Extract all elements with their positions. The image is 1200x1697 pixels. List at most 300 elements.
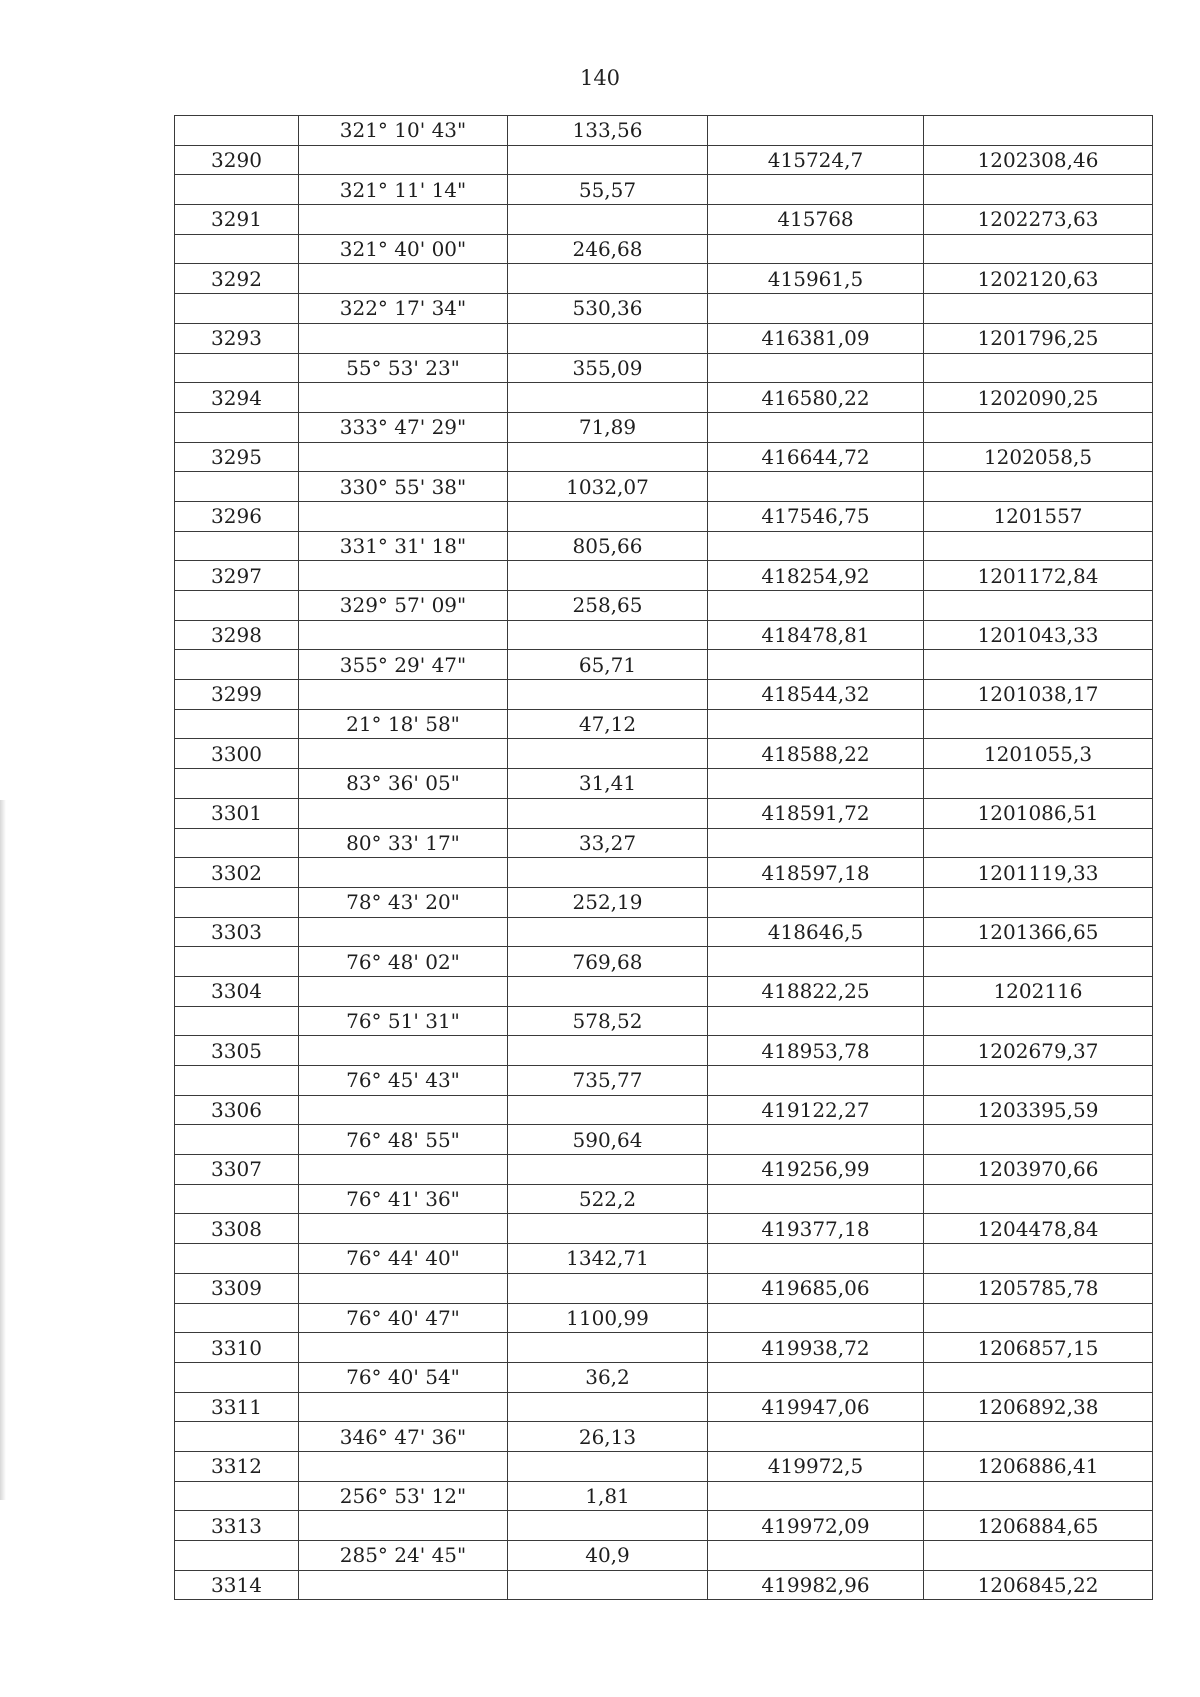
- empty-cell: [708, 531, 924, 561]
- segment-row: [175, 1006, 1153, 1036]
- point-id-cell: 3295: [175, 442, 299, 472]
- point-id-cell: 3304: [175, 976, 299, 1006]
- point-id-cell: 3310: [175, 1333, 299, 1363]
- point-id-cell: 3306: [175, 1095, 299, 1125]
- empty-cell: [175, 1422, 299, 1452]
- empty-cell: [708, 1481, 924, 1511]
- empty-cell: [708, 294, 924, 324]
- point-row: [175, 798, 1153, 828]
- point-row: [175, 1511, 1153, 1541]
- distance-cell: 36,2: [508, 1362, 708, 1392]
- empty-cell: [508, 1451, 708, 1481]
- y-coordinate-cell: 1206886,41: [924, 1451, 1153, 1481]
- y-coordinate-cell: 1206884,65: [924, 1511, 1153, 1541]
- x-coordinate-cell: 418591,72: [708, 798, 924, 828]
- empty-cell: [299, 1036, 508, 1066]
- empty-cell: [924, 828, 1153, 858]
- empty-cell: [924, 531, 1153, 561]
- distance-cell: 258,65: [508, 591, 708, 621]
- y-coordinate-cell: 1203970,66: [924, 1155, 1153, 1185]
- empty-cell: [175, 175, 299, 205]
- distance-cell: 1342,71: [508, 1244, 708, 1274]
- distance-cell: 1032,07: [508, 472, 708, 502]
- distance-cell: 355,09: [508, 353, 708, 383]
- empty-cell: [708, 1422, 924, 1452]
- distance-cell: 31,41: [508, 769, 708, 799]
- x-coordinate-cell: 419377,18: [708, 1214, 924, 1244]
- empty-cell: [508, 858, 708, 888]
- empty-cell: [924, 1422, 1153, 1452]
- empty-cell: [175, 828, 299, 858]
- y-coordinate-cell: 1203395,59: [924, 1095, 1153, 1125]
- empty-cell: [508, 561, 708, 591]
- bearing-cell: 76° 41' 36": [299, 1184, 508, 1214]
- bearing-cell: 321° 40' 00": [299, 234, 508, 264]
- point-row: [175, 976, 1153, 1006]
- empty-cell: [175, 1125, 299, 1155]
- empty-cell: [299, 1392, 508, 1422]
- empty-cell: [175, 1184, 299, 1214]
- empty-cell: [508, 1214, 708, 1244]
- empty-cell: [708, 116, 924, 146]
- bearing-cell: 331° 31' 18": [299, 531, 508, 561]
- distance-cell: 40,9: [508, 1541, 708, 1571]
- segment-row: [175, 1541, 1153, 1571]
- x-coordinate-cell: 419122,27: [708, 1095, 924, 1125]
- point-row: [175, 1392, 1153, 1422]
- empty-cell: [924, 769, 1153, 799]
- x-coordinate-cell: 418597,18: [708, 858, 924, 888]
- distance-cell: 33,27: [508, 828, 708, 858]
- x-coordinate-cell: 418588,22: [708, 739, 924, 769]
- y-coordinate-cell: 1201119,33: [924, 858, 1153, 888]
- x-coordinate-cell: 418478,81: [708, 620, 924, 650]
- y-coordinate-cell: 1201557: [924, 501, 1153, 531]
- empty-cell: [299, 561, 508, 591]
- empty-cell: [708, 1362, 924, 1392]
- empty-cell: [299, 145, 508, 175]
- x-coordinate-cell: 419947,06: [708, 1392, 924, 1422]
- empty-cell: [508, 323, 708, 353]
- empty-cell: [924, 1541, 1153, 1571]
- y-coordinate-cell: 1202116: [924, 976, 1153, 1006]
- empty-cell: [924, 709, 1153, 739]
- y-coordinate-cell: 1206857,15: [924, 1333, 1153, 1363]
- distance-cell: 252,19: [508, 887, 708, 917]
- empty-cell: [299, 1155, 508, 1185]
- bearing-cell: 321° 11' 14": [299, 175, 508, 205]
- empty-cell: [299, 680, 508, 710]
- empty-cell: [508, 620, 708, 650]
- empty-cell: [299, 1451, 508, 1481]
- empty-cell: [508, 739, 708, 769]
- empty-cell: [508, 442, 708, 472]
- empty-cell: [175, 1362, 299, 1392]
- empty-cell: [708, 472, 924, 502]
- segment-row: [175, 116, 1153, 146]
- empty-cell: [175, 1006, 299, 1036]
- empty-cell: [708, 591, 924, 621]
- empty-cell: [299, 1333, 508, 1363]
- empty-cell: [175, 234, 299, 264]
- bearing-cell: 329° 57' 09": [299, 591, 508, 621]
- point-id-cell: 3299: [175, 680, 299, 710]
- empty-cell: [299, 264, 508, 294]
- bearing-cell: 83° 36' 05": [299, 769, 508, 799]
- empty-cell: [175, 353, 299, 383]
- bearing-cell: 321° 10' 43": [299, 116, 508, 146]
- empty-cell: [708, 947, 924, 977]
- point-id-cell: 3313: [175, 1511, 299, 1541]
- y-coordinate-cell: 1201055,3: [924, 739, 1153, 769]
- segment-row: [175, 1066, 1153, 1096]
- empty-cell: [708, 887, 924, 917]
- empty-cell: [708, 1184, 924, 1214]
- point-row: [175, 1036, 1153, 1066]
- y-coordinate-cell: 1206845,22: [924, 1570, 1153, 1600]
- point-row: [175, 323, 1153, 353]
- point-row: [175, 145, 1153, 175]
- point-row: [175, 680, 1153, 710]
- empty-cell: [708, 650, 924, 680]
- empty-cell: [508, 1333, 708, 1363]
- segment-row: [175, 947, 1153, 977]
- empty-cell: [708, 1125, 924, 1155]
- point-row: [175, 442, 1153, 472]
- point-row: [175, 858, 1153, 888]
- bearing-cell: 76° 48' 02": [299, 947, 508, 977]
- x-coordinate-cell: 418953,78: [708, 1036, 924, 1066]
- empty-cell: [508, 1036, 708, 1066]
- empty-cell: [175, 1541, 299, 1571]
- empty-cell: [708, 709, 924, 739]
- empty-cell: [175, 412, 299, 442]
- point-id-cell: 3305: [175, 1036, 299, 1066]
- segment-row: [175, 1184, 1153, 1214]
- empty-cell: [924, 412, 1153, 442]
- point-id-cell: 3298: [175, 620, 299, 650]
- y-coordinate-cell: 1201366,65: [924, 917, 1153, 947]
- distance-cell: 530,36: [508, 294, 708, 324]
- segment-row: [175, 1244, 1153, 1274]
- empty-cell: [299, 1570, 508, 1600]
- segment-row: [175, 353, 1153, 383]
- empty-cell: [508, 501, 708, 531]
- y-coordinate-cell: 1201043,33: [924, 620, 1153, 650]
- empty-cell: [508, 798, 708, 828]
- empty-cell: [924, 294, 1153, 324]
- y-coordinate-cell: 1201038,17: [924, 680, 1153, 710]
- empty-cell: [299, 739, 508, 769]
- empty-cell: [924, 1066, 1153, 1096]
- distance-cell: 26,13: [508, 1422, 708, 1452]
- empty-cell: [708, 769, 924, 799]
- point-id-cell: 3303: [175, 917, 299, 947]
- y-coordinate-cell: 1202058,5: [924, 442, 1153, 472]
- distance-cell: 1100,99: [508, 1303, 708, 1333]
- point-id-cell: 3312: [175, 1451, 299, 1481]
- empty-cell: [708, 1303, 924, 1333]
- point-id-cell: 3314: [175, 1570, 299, 1600]
- distance-cell: 522,2: [508, 1184, 708, 1214]
- bearing-cell: 76° 48' 55": [299, 1125, 508, 1155]
- x-coordinate-cell: 416580,22: [708, 383, 924, 413]
- distance-cell: 47,12: [508, 709, 708, 739]
- y-coordinate-cell: 1201172,84: [924, 561, 1153, 591]
- point-row: [175, 383, 1153, 413]
- empty-cell: [175, 1066, 299, 1096]
- empty-cell: [175, 769, 299, 799]
- empty-cell: [924, 234, 1153, 264]
- segment-row: [175, 650, 1153, 680]
- x-coordinate-cell: 419972,5: [708, 1451, 924, 1481]
- empty-cell: [175, 591, 299, 621]
- empty-cell: [924, 1244, 1153, 1274]
- empty-cell: [508, 680, 708, 710]
- point-id-cell: 3300: [175, 739, 299, 769]
- empty-cell: [175, 650, 299, 680]
- segment-row: [175, 472, 1153, 502]
- empty-cell: [299, 501, 508, 531]
- x-coordinate-cell: 419982,96: [708, 1570, 924, 1600]
- x-coordinate-cell: 415768: [708, 205, 924, 235]
- x-coordinate-cell: 416381,09: [708, 323, 924, 353]
- x-coordinate-cell: 419256,99: [708, 1155, 924, 1185]
- empty-cell: [175, 472, 299, 502]
- empty-cell: [924, 1184, 1153, 1214]
- x-coordinate-cell: 418822,25: [708, 976, 924, 1006]
- empty-cell: [508, 205, 708, 235]
- point-row: [175, 1214, 1153, 1244]
- x-coordinate-cell: 419938,72: [708, 1333, 924, 1363]
- empty-cell: [924, 887, 1153, 917]
- x-coordinate-cell: 415961,5: [708, 264, 924, 294]
- empty-cell: [175, 1481, 299, 1511]
- scan-edge-shadow: [0, 800, 6, 1500]
- distance-cell: 1,81: [508, 1481, 708, 1511]
- empty-cell: [924, 1006, 1153, 1036]
- empty-cell: [924, 1303, 1153, 1333]
- empty-cell: [175, 709, 299, 739]
- bearing-cell: 80° 33' 17": [299, 828, 508, 858]
- empty-cell: [299, 858, 508, 888]
- empty-cell: [508, 1273, 708, 1303]
- empty-cell: [299, 1095, 508, 1125]
- empty-cell: [508, 917, 708, 947]
- x-coordinate-cell: 419972,09: [708, 1511, 924, 1541]
- distance-cell: 769,68: [508, 947, 708, 977]
- page-number: 140: [579, 66, 621, 90]
- point-id-cell: 3311: [175, 1392, 299, 1422]
- segment-row: [175, 1125, 1153, 1155]
- empty-cell: [924, 353, 1153, 383]
- point-id-cell: 3301: [175, 798, 299, 828]
- empty-cell: [924, 116, 1153, 146]
- empty-cell: [924, 1125, 1153, 1155]
- point-row: [175, 561, 1153, 591]
- bearing-cell: 330° 55' 38": [299, 472, 508, 502]
- empty-cell: [508, 145, 708, 175]
- point-row: [175, 1333, 1153, 1363]
- bearing-cell: 21° 18' 58": [299, 709, 508, 739]
- y-coordinate-cell: 1202273,63: [924, 205, 1153, 235]
- point-id-cell: 3297: [175, 561, 299, 591]
- segment-row: [175, 709, 1153, 739]
- point-id-cell: 3293: [175, 323, 299, 353]
- bearing-cell: 76° 40' 47": [299, 1303, 508, 1333]
- empty-cell: [175, 1244, 299, 1274]
- point-row: [175, 1095, 1153, 1125]
- point-row: [175, 1155, 1153, 1185]
- distance-cell: 133,56: [508, 116, 708, 146]
- bearing-cell: 285° 24' 45": [299, 1541, 508, 1571]
- y-coordinate-cell: 1205785,78: [924, 1273, 1153, 1303]
- bearing-cell: 55° 53' 23": [299, 353, 508, 383]
- y-coordinate-cell: 1202679,37: [924, 1036, 1153, 1066]
- empty-cell: [299, 205, 508, 235]
- empty-cell: [924, 1481, 1153, 1511]
- empty-cell: [508, 1155, 708, 1185]
- empty-cell: [924, 947, 1153, 977]
- x-coordinate-cell: 415724,7: [708, 145, 924, 175]
- x-coordinate-cell: 417546,75: [708, 501, 924, 531]
- segment-row: [175, 294, 1153, 324]
- empty-cell: [175, 887, 299, 917]
- x-coordinate-cell: 416644,72: [708, 442, 924, 472]
- empty-cell: [299, 383, 508, 413]
- y-coordinate-cell: 1204478,84: [924, 1214, 1153, 1244]
- empty-cell: [299, 620, 508, 650]
- empty-cell: [299, 976, 508, 1006]
- segment-row: [175, 531, 1153, 561]
- point-id-cell: 3291: [175, 205, 299, 235]
- empty-cell: [924, 1362, 1153, 1392]
- segment-row: [175, 828, 1153, 858]
- distance-cell: 246,68: [508, 234, 708, 264]
- point-row: [175, 264, 1153, 294]
- segment-row: [175, 1481, 1153, 1511]
- distance-cell: 590,64: [508, 1125, 708, 1155]
- segment-row: [175, 769, 1153, 799]
- empty-cell: [708, 1244, 924, 1274]
- bearing-cell: 76° 51' 31": [299, 1006, 508, 1036]
- point-row: [175, 1273, 1153, 1303]
- segment-row: [175, 1422, 1153, 1452]
- empty-cell: [924, 175, 1153, 205]
- segment-row: [175, 591, 1153, 621]
- empty-cell: [299, 1273, 508, 1303]
- point-id-cell: 3307: [175, 1155, 299, 1185]
- empty-cell: [508, 264, 708, 294]
- point-row: [175, 917, 1153, 947]
- empty-cell: [708, 1006, 924, 1036]
- point-id-cell: 3309: [175, 1273, 299, 1303]
- empty-cell: [508, 1570, 708, 1600]
- empty-cell: [299, 1214, 508, 1244]
- bearing-cell: 76° 45' 43": [299, 1066, 508, 1096]
- segment-row: [175, 234, 1153, 264]
- empty-cell: [708, 1541, 924, 1571]
- y-coordinate-cell: 1201796,25: [924, 323, 1153, 353]
- y-coordinate-cell: 1206892,38: [924, 1392, 1153, 1422]
- empty-cell: [299, 323, 508, 353]
- empty-cell: [708, 828, 924, 858]
- empty-cell: [175, 531, 299, 561]
- bearing-cell: 333° 47' 29": [299, 412, 508, 442]
- empty-cell: [175, 116, 299, 146]
- segment-row: [175, 1362, 1153, 1392]
- distance-cell: 578,52: [508, 1006, 708, 1036]
- y-coordinate-cell: 1202120,63: [924, 264, 1153, 294]
- point-row: [175, 205, 1153, 235]
- point-id-cell: 3290: [175, 145, 299, 175]
- segment-row: [175, 1303, 1153, 1333]
- empty-cell: [508, 1511, 708, 1541]
- empty-cell: [299, 917, 508, 947]
- distance-cell: 71,89: [508, 412, 708, 442]
- empty-cell: [924, 650, 1153, 680]
- x-coordinate-cell: 419685,06: [708, 1273, 924, 1303]
- point-row: [175, 501, 1153, 531]
- x-coordinate-cell: 418544,32: [708, 680, 924, 710]
- segment-row: [175, 412, 1153, 442]
- distance-cell: 735,77: [508, 1066, 708, 1096]
- point-row: [175, 739, 1153, 769]
- bearing-cell: 78° 43' 20": [299, 887, 508, 917]
- empty-cell: [708, 412, 924, 442]
- empty-cell: [924, 591, 1153, 621]
- segment-row: [175, 887, 1153, 917]
- empty-cell: [924, 472, 1153, 502]
- bearing-cell: 76° 44' 40": [299, 1244, 508, 1274]
- bearing-cell: 346° 47' 36": [299, 1422, 508, 1452]
- distance-cell: 55,57: [508, 175, 708, 205]
- coordinates-table-body: [175, 116, 1153, 1600]
- y-coordinate-cell: 1202090,25: [924, 383, 1153, 413]
- coordinates-table: [174, 115, 1153, 1600]
- empty-cell: [175, 294, 299, 324]
- empty-cell: [708, 234, 924, 264]
- point-id-cell: 3308: [175, 1214, 299, 1244]
- point-row: [175, 1570, 1153, 1600]
- empty-cell: [708, 175, 924, 205]
- empty-cell: [508, 1392, 708, 1422]
- point-id-cell: 3292: [175, 264, 299, 294]
- point-row: [175, 620, 1153, 650]
- empty-cell: [508, 976, 708, 1006]
- empty-cell: [299, 798, 508, 828]
- empty-cell: [508, 1095, 708, 1125]
- bearing-cell: 256° 53' 12": [299, 1481, 508, 1511]
- bearing-cell: 355° 29' 47": [299, 650, 508, 680]
- distance-cell: 805,66: [508, 531, 708, 561]
- empty-cell: [708, 353, 924, 383]
- empty-cell: [299, 1511, 508, 1541]
- y-coordinate-cell: 1201086,51: [924, 798, 1153, 828]
- segment-row: [175, 175, 1153, 205]
- empty-cell: [299, 442, 508, 472]
- point-id-cell: 3302: [175, 858, 299, 888]
- bearing-cell: 76° 40' 54": [299, 1362, 508, 1392]
- empty-cell: [175, 1303, 299, 1333]
- empty-cell: [508, 383, 708, 413]
- point-id-cell: 3296: [175, 501, 299, 531]
- distance-cell: 65,71: [508, 650, 708, 680]
- coordinates-table-frame: [174, 115, 1152, 1600]
- empty-cell: [708, 1066, 924, 1096]
- point-id-cell: 3294: [175, 383, 299, 413]
- point-row: [175, 1451, 1153, 1481]
